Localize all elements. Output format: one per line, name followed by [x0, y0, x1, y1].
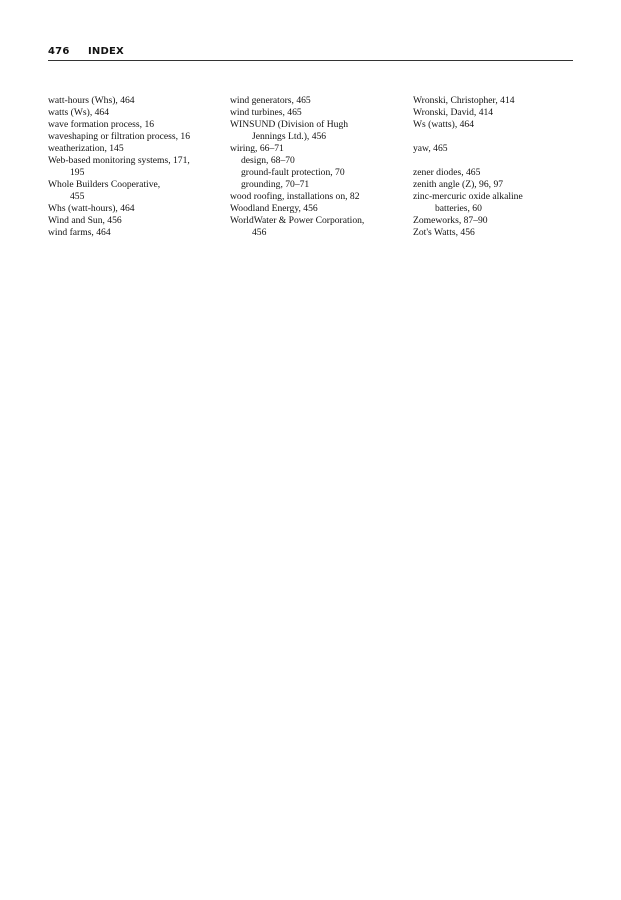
index-entry-continuation: 456 [252, 227, 267, 238]
index-entry: wind turbines, 465 [230, 107, 302, 118]
index-entry: Woodland Energy, 456 [230, 203, 318, 214]
index-entry: Ws (watts), 464 [413, 119, 475, 130]
running-header [48, 46, 573, 61]
index-entry-continuation: 455 [70, 191, 85, 202]
page-number: 476 [48, 46, 70, 57]
index-entry: zener diodes, 465 [413, 167, 481, 178]
index-entry: Wronski, David, 414 [413, 107, 494, 118]
index-entry-continuation: Jennings Ltd.), 456 [252, 131, 327, 142]
index-entry-continuation: batteries, 60 [435, 203, 482, 214]
index-entry: Wind and Sun, 456 [48, 215, 122, 226]
index-subentry: grounding, 70–71 [241, 179, 310, 190]
index-entry: zenith angle (Z), 96, 97 [413, 179, 504, 190]
index-entry: watts (Ws), 464 [48, 107, 110, 118]
index-entry: watt-hours (Whs), 464 [48, 95, 135, 106]
letter-group-gap [413, 131, 573, 143]
index-entry: wiring, 66–71 [230, 143, 284, 154]
index-entry: wind farms, 464 [48, 227, 111, 238]
letter-group-gap [413, 155, 573, 167]
index-entry: waveshaping or filtration process, 16 [48, 131, 191, 142]
index-entry: WorldWater & Power Corporation, [230, 215, 365, 226]
index-entry: Whole Builders Cooperative, [48, 179, 161, 190]
section-title: INDEX [88, 46, 124, 57]
index-column-1 [48, 95, 220, 239]
index-entry: weatherization, 145 [48, 143, 124, 154]
index-entry: yaw, 465 [413, 143, 448, 154]
index-entry: WINSUND (Division of Hugh [230, 119, 349, 130]
index-column-2 [230, 95, 406, 239]
index-entry: Whs (watt-hours), 464 [48, 203, 135, 214]
index-subentry: ground-fault protection, 70 [241, 167, 345, 178]
index-entry: wave formation process, 16 [48, 119, 155, 130]
index-entry: Zot's Watts, 456 [413, 227, 475, 238]
index-column-3 [413, 95, 573, 239]
index-entry-continuation: 195 [70, 167, 85, 178]
index-entry: zinc-mercuric oxide alkaline [413, 191, 523, 202]
index-entry: wind generators, 465 [230, 95, 311, 106]
index-subentry: design, 68–70 [241, 155, 295, 166]
index-entry: Zomeworks, 87–90 [413, 215, 488, 226]
index-entry: Wronski, Christopher, 414 [413, 95, 515, 106]
index-entry: wood roofing, installations on, 82 [230, 191, 360, 202]
index-entry: Web-based monitoring systems, 171, [48, 155, 190, 166]
